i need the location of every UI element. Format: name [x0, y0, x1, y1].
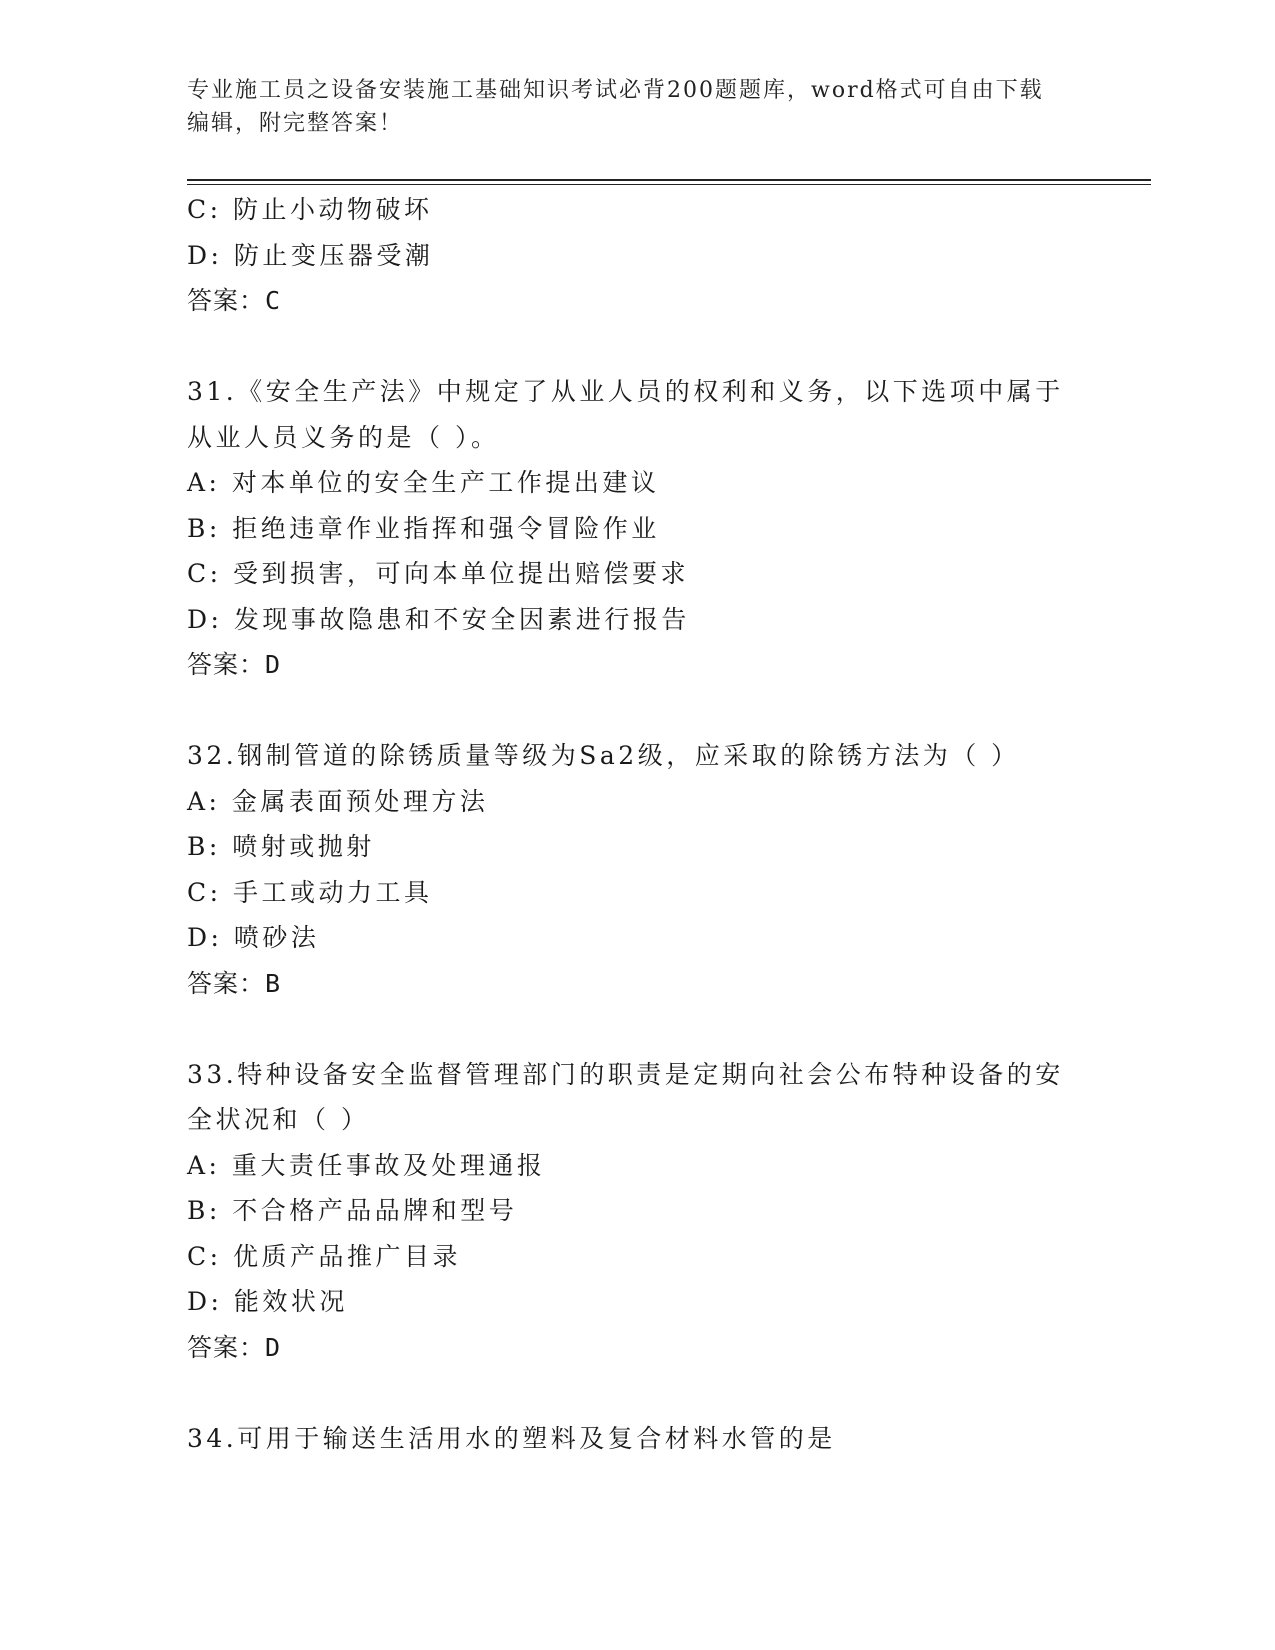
option-c: C: 受到损害，可向本单位提出赔偿要求 — [187, 559, 689, 588]
question-stem-continued: 全状况和（ ） — [187, 1105, 370, 1134]
header-line-2: 编辑，附完整答案！ — [187, 111, 404, 136]
spacer — [187, 1370, 1087, 1416]
option-a: A: 对本单位的安全生产工作提出建议 — [187, 468, 660, 497]
question-block-30 — [187, 187, 1087, 324]
spacer — [187, 1006, 1087, 1052]
answer-label: 答案：C — [187, 286, 282, 315]
question-stem: 34.可用于输送生活用水的塑料及复合材料水管的是 — [187, 1423, 836, 1453]
option-c: C: 防止小动物破坏 — [187, 195, 433, 224]
question-list — [187, 187, 1087, 1461]
option-c: C: 优质产品推广目录 — [187, 1241, 461, 1271]
option-b: B: 拒绝违章作业指挥和强令冒险作业 — [187, 513, 660, 543]
option-d: D: 发现事故隐患和不安全因素进行报告 — [187, 604, 690, 634]
header-line-1: 专业施工员之设备安装施工基础知识考试必背200题题库，word格式可自由下载 — [187, 78, 1044, 103]
spacer — [187, 688, 1087, 734]
question-stem: 33.特种设备安全监督管理部门的职责是定期向社会公布特种设备的安 — [187, 1059, 1064, 1089]
question-block-33 — [187, 1052, 1087, 1371]
answer-label: 答案：B — [187, 968, 282, 998]
header-divider-thick — [187, 179, 1151, 181]
option-b: B: 喷射或抛射 — [187, 832, 375, 861]
option-c: C: 手工或动力工具 — [187, 877, 433, 907]
option-a: A: 重大责任事故及处理通报 — [187, 1150, 546, 1180]
question-block-31 — [187, 369, 1087, 688]
question-block-34 — [187, 1416, 1087, 1462]
option-b: B: 不合格产品品牌和型号 — [187, 1196, 518, 1225]
answer-label: 答案：D — [187, 1332, 282, 1362]
header-divider-thin — [187, 184, 1151, 185]
option-d: D: 防止变压器受潮 — [187, 240, 434, 270]
question-stem-continued: 从业人员义务的是（ ）。 — [187, 422, 500, 452]
option-d: D: 喷砂法 — [187, 923, 320, 952]
option-d: D: 能效状况 — [187, 1287, 348, 1316]
option-a: A: 金属表面预处理方法 — [187, 786, 489, 816]
question-stem: 32.钢制管道的除锈质量等级为Sa2级，应采取的除锈方法为（ ） — [187, 741, 1020, 770]
document-header — [187, 74, 1087, 140]
question-stem: 31.《安全生产法》中规定了从业人员的权利和义务，以下选项中属于 — [187, 377, 1064, 406]
question-block-32 — [187, 733, 1087, 1006]
spacer — [187, 324, 1087, 370]
answer-label: 答案：D — [187, 650, 282, 679]
